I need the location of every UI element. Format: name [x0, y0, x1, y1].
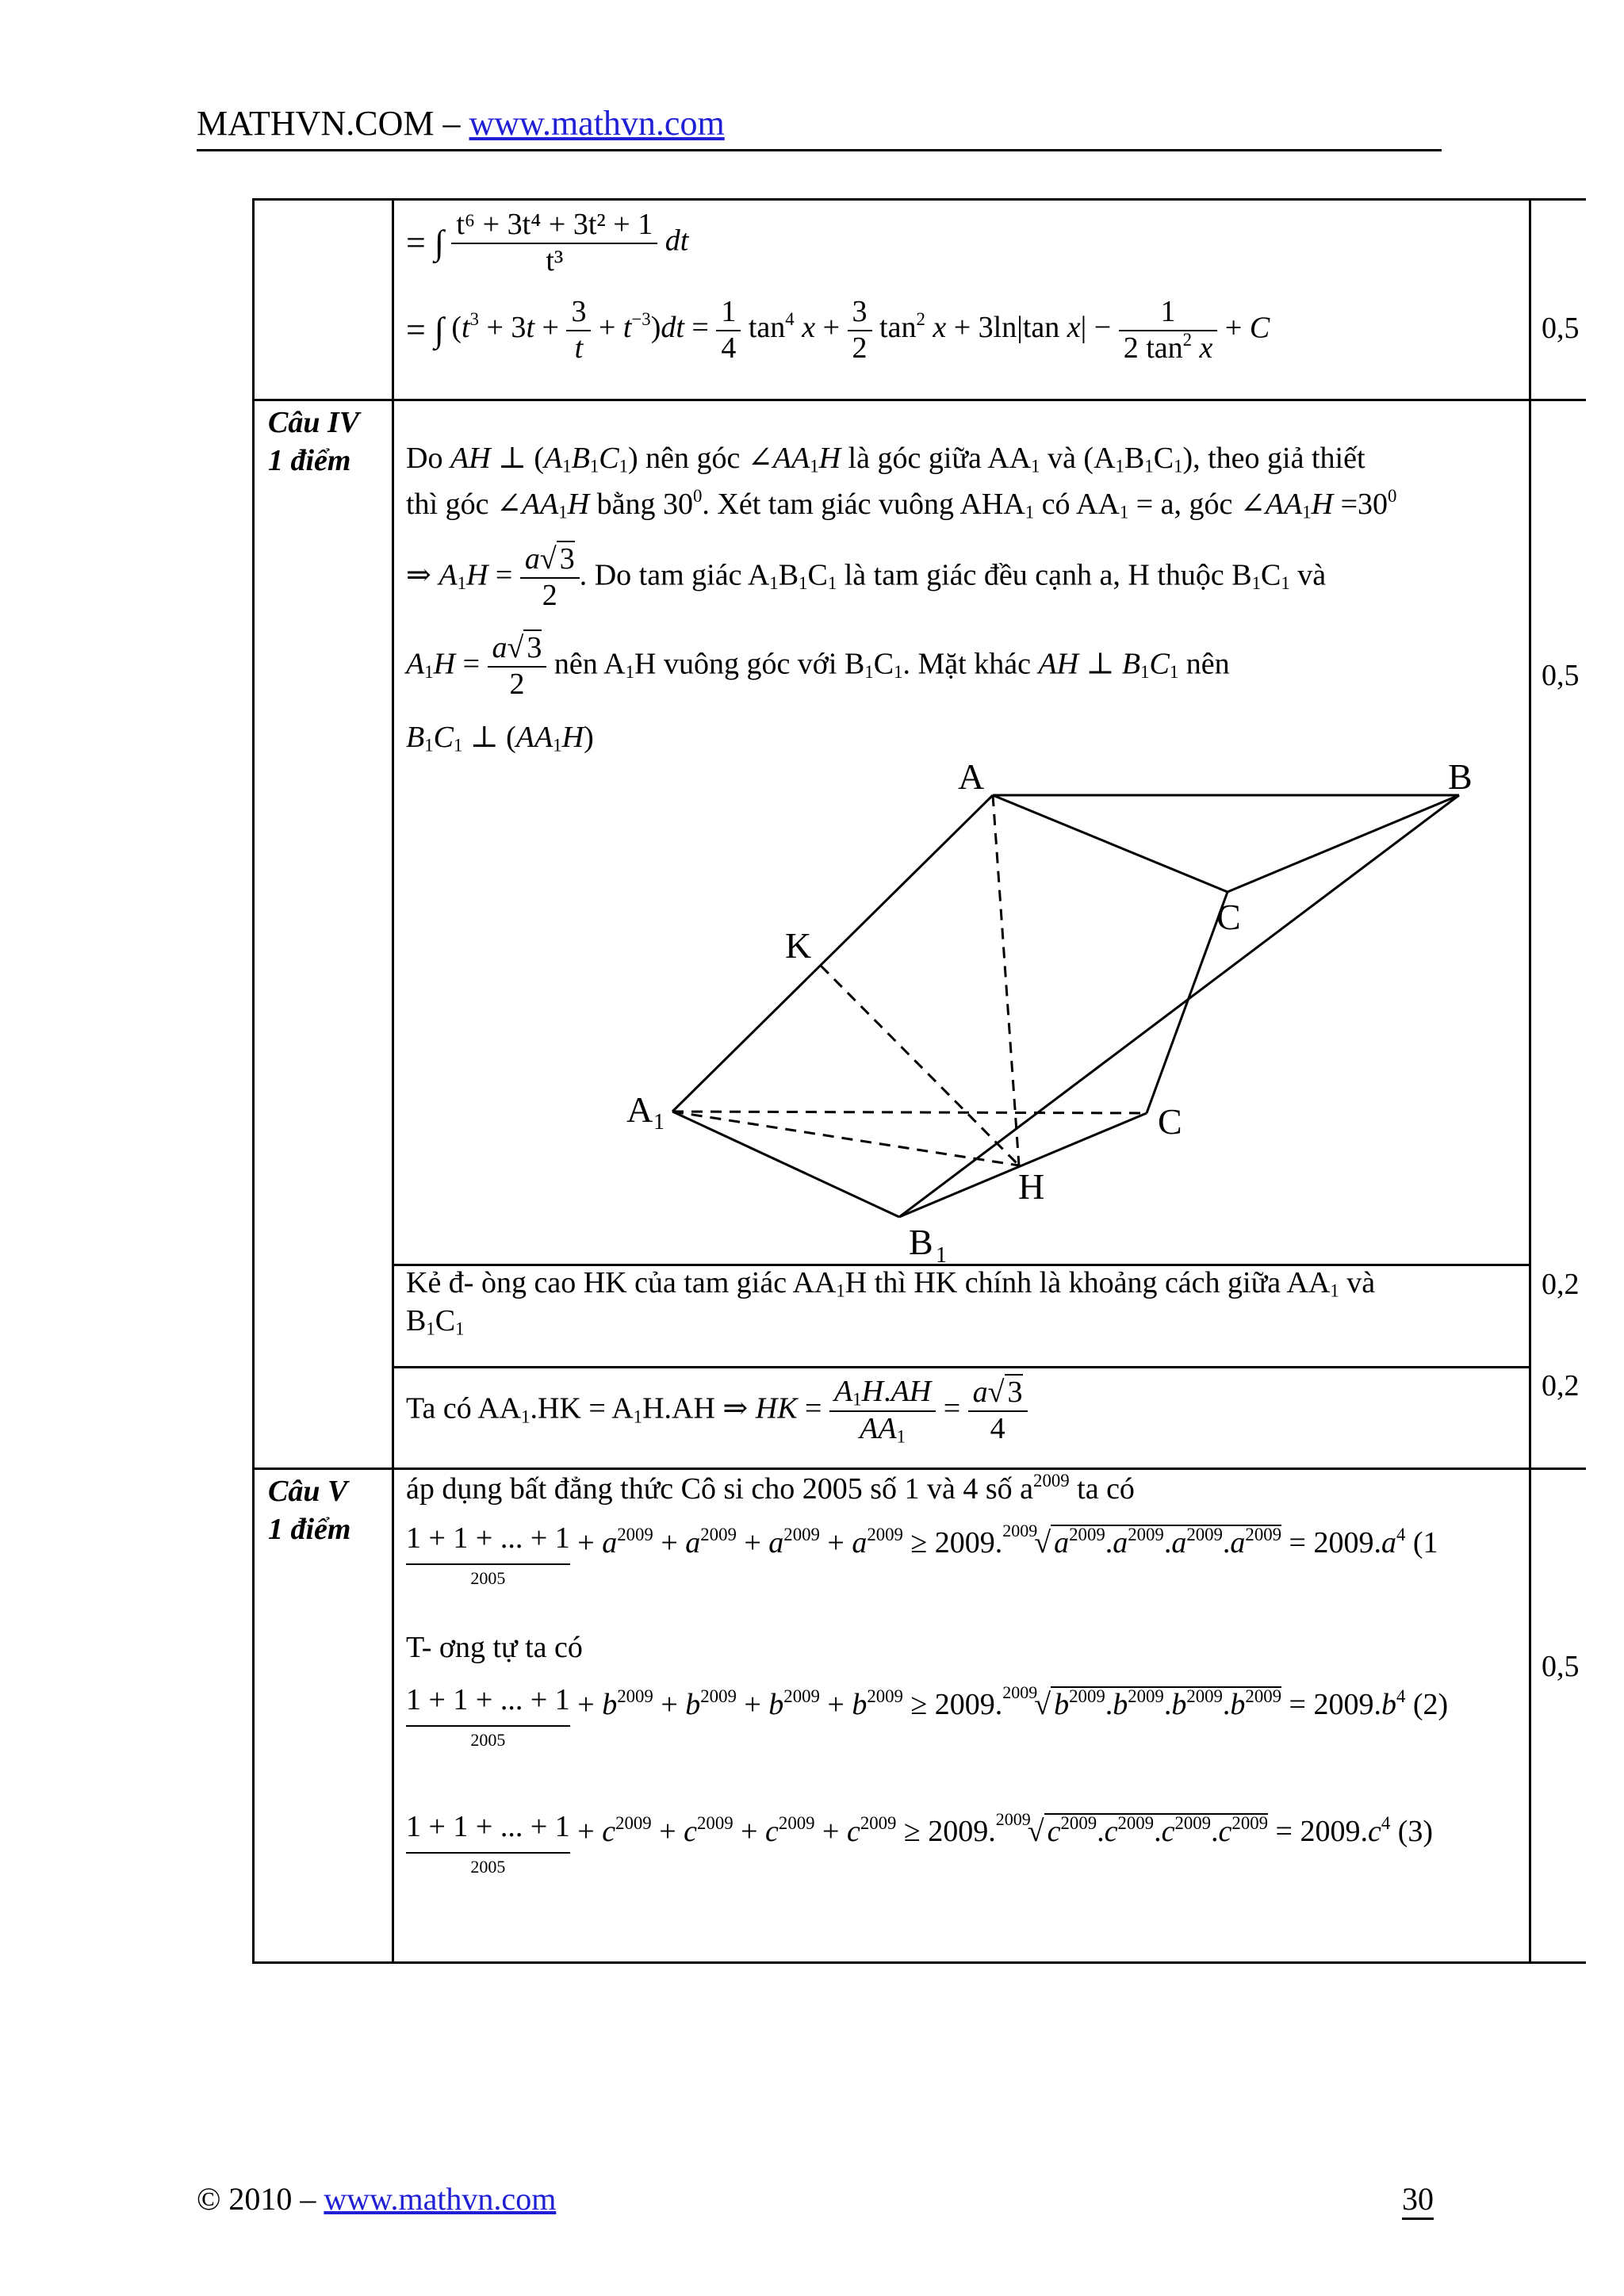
count-c: 2005	[470, 1856, 506, 1877]
label-c: C	[1216, 897, 1241, 937]
eq-b-number: (2)	[1412, 1687, 1449, 1721]
inequality-b: 1 + 1 + ... + 1 2005 + $b^{2009} + b^{2009} + b^{2009} + b^{2009} \ge 2009.^{2009}√$ $b^{2009}.b^{2009}.b^{2009}.b^{2009} = 2009.b^4$ (2)	[406, 1682, 1449, 1750]
edge-bb1	[899, 795, 1459, 1217]
integral-numerator: t⁶ + 3t⁴ + 3t² + 1	[451, 208, 657, 244]
page-number: 30	[1402, 2180, 1434, 2220]
inequality-a: 1 + 1 + ... + 1 2005 + $a^{2009} + a^{2009} + a^{2009} + a^{2009} \ge 2009.^{2009}√$ $a^{2009}.a^{2009}.a^{2009}.a^{2009} = 2009.a^4$ (1	[406, 1521, 1438, 1588]
text-intro-exp: 2009	[1033, 1471, 1070, 1491]
text-theo-gia-thiet: ), theo giả thiết	[1182, 442, 1365, 475]
ones-sum-c: 1 + 1 + ... + 1	[406, 1809, 570, 1854]
text-hk-a1: .HK = A	[530, 1391, 634, 1425]
cau-v-label	[268, 1473, 350, 1548]
text-hk-khoang-cach: H thì HK chính là khoảng cách giữa AA	[845, 1266, 1331, 1299]
eq-c-number: (3)	[1397, 1814, 1434, 1848]
edge-ac	[993, 795, 1228, 892]
integral-line-1: = ∫ $\frac{\text{t⁶ + 3t⁴ + 3t² + 1}}{\text{t³}}$ dt	[406, 208, 689, 277]
cau-iv-hk-line-1: Kẻ đ- òng cao HK của tam giác $AA_1H$ thì HK chính là khoảng cách giữa $AA_1$ và	[406, 1266, 1376, 1301]
text-vuong-goc: H vuông góc với B	[634, 647, 865, 681]
edge-cc1	[1147, 892, 1228, 1113]
score-integral: 0,5	[1542, 312, 1580, 345]
cau-iv-line-4: $A_1H$ = $\frac{a√ 3}{2}$ nên $A_1H$ vuông góc với $B_1C_1$. Mặt khác AH ⊥ $B_1C_1$ nên	[406, 631, 1230, 701]
integral-line-2: = ∫ ($t^3 + 3t$ + $\frac{3}{t}$ + $t^{-3})dt$ = $\frac{1}{4}$ $\tan^4 x$ + $\frac{3}{2}$ $\tan^2 x + 3\ln|\tan$ x| − $\frac{1}{2 \tan^2 x}$ + C	[406, 295, 1270, 365]
text-nen-goc: nên góc	[638, 442, 748, 475]
cau-iv-title: Câu IV	[268, 406, 360, 439]
ones-sum-a: 1 + 1 + ... + 1	[406, 1521, 570, 1565]
cau-iv-taco-line: Ta có $AA_1.HK = A_1H.AH$ ⇒ HK = $\frac{A_1H.AH}{AA_1}$ = $\frac{a√ 3}{4}$	[406, 1375, 1028, 1448]
footer-copyright: © 2010 –	[197, 2181, 324, 2217]
cau-iv-points: 1 điểm	[268, 443, 351, 477]
page-footer	[197, 2180, 556, 2218]
cau-v-intro	[406, 1471, 1135, 1508]
footer-link[interactable]: www.mathvn.com	[324, 2181, 557, 2217]
cau-iv-line-3: ⇒ $A_1H$ = $\frac{a√ 3}{2}$ . Do tam giác $A_1B_1C_1$ là tam giác đều cạnh a, H thuộc $B_1C_1$ và	[406, 542, 1327, 612]
segment-ah	[993, 795, 1019, 1165]
cau-iv-line-5: $B_1C_1$ ⊥ $(AA_1H)$	[406, 721, 594, 756]
text-a-goc: = a, góc	[1128, 488, 1240, 521]
text-la-goc: là góc giữa AA	[841, 442, 1032, 475]
score-cau-v: 0,5	[1542, 1650, 1580, 1683]
text-va-3: và	[1339, 1266, 1376, 1299]
label-a1-sub: 1	[653, 1110, 665, 1135]
text-ke-duong-cao: Kẻ đ- òng cao HK của tam giác AA	[406, 1266, 837, 1299]
text-ta-co-2: ta có	[1069, 1472, 1135, 1506]
label-k: K	[785, 925, 812, 966]
count-b: 2005	[470, 1729, 506, 1750]
segment-a1h	[672, 1112, 1019, 1165]
text-tuong-tu: T- ơng tự ta có	[406, 1631, 583, 1664]
cau-iv-line-1: Do AH ⊥ $(A_1B_1C_1)$ nên góc $\angle AA_1H$ là góc giữa $AA_1$ và $(A_1B_1C_1)$, theo giả thiết	[406, 442, 1365, 476]
eq-a-number: (1	[1412, 1525, 1438, 1559]
header-link[interactable]: www.mathvn.com	[469, 104, 725, 143]
text-xet-tam-giac: . Xét tam giác vuông AHA	[702, 488, 1025, 521]
text-ap-dung: áp dụng bất đẳng thức Cô si cho 2005 số 1 và 4 số a	[406, 1472, 1034, 1506]
header-brand: MATHVN.COM –	[197, 104, 469, 143]
cau-v-points: 1 điểm	[268, 1512, 351, 1546]
edge-aa1	[672, 795, 993, 1112]
text-b: B	[406, 1304, 427, 1337]
text-30: =30	[1333, 488, 1388, 521]
text-mat-khac: . Mặt khác	[902, 647, 1039, 681]
text-tam-giac-deu: là tam giác đều cạnh a, H thuộc B	[837, 558, 1252, 592]
text-h-ah: H.AH	[642, 1391, 715, 1425]
label-h: H	[1018, 1166, 1045, 1207]
text-nen: nên	[1178, 647, 1230, 681]
text-do: Do	[406, 442, 450, 475]
cau-iv-line-2: thì góc $\angle AA_1H$ bằng $30^0$. Xét tam giác vuông $AHA_1$ có $AA_1 = a$, góc $\angle AA_1H =30^0$	[406, 486, 1397, 522]
cau-iv-hk-line-2: $B_1C_1$	[406, 1304, 465, 1339]
label-c1: C	[1158, 1101, 1182, 1142]
score-cau-iv-3: 0,2	[1542, 1369, 1580, 1402]
integral-denominator: t³	[546, 243, 564, 277]
text-do-tam-giac: . Do tam giác A	[579, 558, 770, 592]
text-va: và (A	[1040, 442, 1116, 475]
text-co-aa1: có AA	[1034, 488, 1120, 521]
score-cau-iv-1: 0,5	[1542, 659, 1580, 692]
text-nen-a1: nên A	[546, 647, 626, 681]
label-a: A	[958, 756, 985, 797]
integral-dt: dt	[665, 224, 689, 258]
label-b1-sub: 1	[936, 1243, 947, 1268]
count-a: 2005	[470, 1567, 506, 1588]
inequality-c: 1 + 1 + ... + 1 2005 + $c^{2009} + c^{2009} + c^{2009} + c^{2009} \ge 2009.^{2009}√$ $c^{2009}.c^{2009}.c^{2009}.c^{2009} = 2009.c^4$ (3)	[406, 1809, 1434, 1877]
edge-a1c1-hidden	[672, 1112, 1147, 1113]
edge-a1b1	[672, 1112, 899, 1217]
cau-v-title: Câu V	[268, 1475, 348, 1508]
edge-bc	[1228, 795, 1459, 892]
text-ta-co: Ta có AA	[406, 1391, 522, 1425]
text-va-2: và	[1289, 558, 1327, 592]
segment-hk	[821, 966, 1019, 1165]
ones-sum-b: 1 + 1 + ... + 1	[406, 1682, 570, 1727]
text-bang-30: bằng 30	[589, 488, 693, 521]
label-b: B	[1448, 756, 1473, 797]
label-b1: B	[909, 1222, 933, 1262]
text-thi-goc: thì góc	[406, 488, 496, 521]
label-a1: A	[626, 1089, 653, 1130]
score-cau-iv-2: 0,2	[1542, 1268, 1580, 1301]
